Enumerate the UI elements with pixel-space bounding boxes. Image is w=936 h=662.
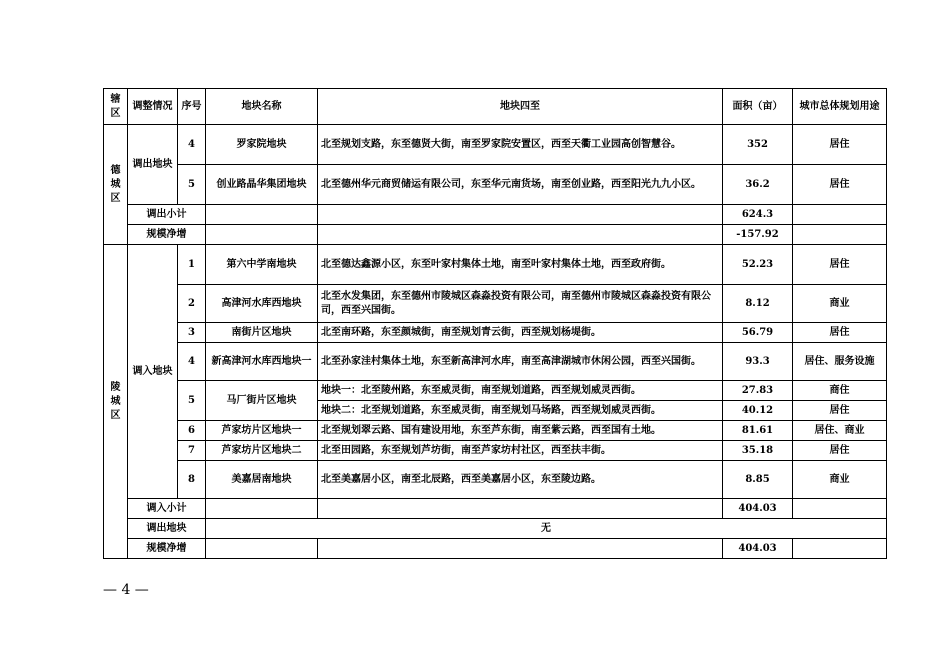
header-seq: 序号 xyxy=(178,89,206,125)
empty-cell xyxy=(318,499,723,519)
empty-cell xyxy=(318,225,723,245)
empty-cell xyxy=(318,205,723,225)
seq-cell: 4 xyxy=(178,343,206,381)
header-row xyxy=(104,89,887,125)
header-name: 地块名称 xyxy=(206,89,318,125)
out-label: 调出地块 xyxy=(128,519,206,539)
out-row xyxy=(104,519,887,539)
bounds-cell: 地块一：北至陵州路，东至威灵街，南至规划道路，西至规划威灵西街。 xyxy=(318,381,723,401)
seq-cell: 4 xyxy=(178,125,206,165)
use-cell: 居住 xyxy=(793,125,887,165)
seq-cell: 3 xyxy=(178,323,206,343)
area-cell: 35.18 xyxy=(723,441,793,461)
seq-cell: 2 xyxy=(178,285,206,323)
table-row xyxy=(104,285,887,323)
use-cell: 商业 xyxy=(793,285,887,323)
bounds-cell: 北至德州华元商贸储运有限公司，东至华元南货场，南至创业路，西至阳光九九小区。 xyxy=(318,165,723,205)
subtotal-label: 调出小计 xyxy=(128,205,206,225)
area-cell: 36.2 xyxy=(723,165,793,205)
net-row xyxy=(104,225,887,245)
in-subtotal-area: 404.03 xyxy=(723,499,793,519)
bounds-cell: 北至美嘉居小区，南至北辰路，西至美嘉居小区，东至陵边路。 xyxy=(318,461,723,499)
bounds-cell: 地块二：北至规划道路，东至威灵街，南至规划马场路，西至规划威灵西街。 xyxy=(318,401,723,421)
name-cell: 高津河水库西地块 xyxy=(206,285,318,323)
name-cell: 创业路晶华集团地块 xyxy=(206,165,318,205)
empty-cell xyxy=(206,225,318,245)
seq-cell: 7 xyxy=(178,441,206,461)
subtotal-row xyxy=(104,205,887,225)
header-district: 辖区 xyxy=(104,89,128,125)
header-use: 城市总体规划用途 xyxy=(793,89,887,125)
out-value: 无 xyxy=(206,519,887,539)
table-row xyxy=(104,381,887,401)
bounds-cell: 北至规划翠云路、国有建设用地，东至芦东街，南至紫云路，西至国有土地。 xyxy=(318,421,723,441)
area-cell: 8.12 xyxy=(723,285,793,323)
seq-cell: 8 xyxy=(178,461,206,499)
area-cell: 352 xyxy=(723,125,793,165)
use-cell: 商住 xyxy=(793,381,887,401)
adjust-decheng: 调出地块 xyxy=(128,125,178,205)
net-row xyxy=(104,539,887,559)
name-cell: 芦家坊片区地块一 xyxy=(206,421,318,441)
table-row xyxy=(104,165,887,205)
bounds-cell: 北至孙家洼村集体土地，东至新高津河水库，南至高津湖城市休闲公园，西至兴国街。 xyxy=(318,343,723,381)
use-cell: 商业 xyxy=(793,461,887,499)
name-cell: 南街片区地块 xyxy=(206,323,318,343)
net-label: 规模净增 xyxy=(128,225,206,245)
empty-cell xyxy=(793,499,887,519)
area-cell: 52.23 xyxy=(723,245,793,285)
empty-cell xyxy=(793,205,887,225)
adjust-lingcheng: 调入地块 xyxy=(128,245,178,499)
district-lingcheng: 陵城区 xyxy=(104,245,128,559)
bounds-cell: 北至水发集团，东至德州市陵城区森淼投资有限公司，南至德州市陵城区森淼投资有限公司，西至兴国街。 xyxy=(318,285,723,323)
bounds-cell: 北至南环路，东至颜城街，南至规划青云街，西至规划杨堤街。 xyxy=(318,323,723,343)
subtotal-row xyxy=(104,499,887,519)
area-cell: 27.83 xyxy=(723,381,793,401)
bounds-cell: 北至规划支路，东至德贤大街，南至罗家院安置区，西至天衢工业园高创智慧谷。 xyxy=(318,125,723,165)
net-label: 规模净增 xyxy=(128,539,206,559)
name-cell: 罗家院地块 xyxy=(206,125,318,165)
empty-cell xyxy=(793,225,887,245)
seq-cell: 6 xyxy=(178,421,206,441)
net-area: -157.92 xyxy=(723,225,793,245)
use-cell: 居住 xyxy=(793,441,887,461)
name-cell: 第六中学南地块 xyxy=(206,245,318,285)
area-cell: 8.85 xyxy=(723,461,793,499)
seq-cell: 5 xyxy=(178,165,206,205)
seq-cell: 5 xyxy=(178,381,206,421)
empty-cell xyxy=(206,205,318,225)
empty-cell xyxy=(206,539,318,559)
use-cell: 居住 xyxy=(793,401,887,421)
area-cell: 81.61 xyxy=(723,421,793,441)
name-cell: 芦家坊片区地块二 xyxy=(206,441,318,461)
table-row xyxy=(104,461,887,499)
use-cell: 居住 xyxy=(793,165,887,205)
header-bounds: 地块四至 xyxy=(318,89,723,125)
area-cell: 40.12 xyxy=(723,401,793,421)
page-number: — 4 — xyxy=(103,582,149,598)
name-cell: 新高津河水库西地块一 xyxy=(206,343,318,381)
seq-cell: 1 xyxy=(178,245,206,285)
use-cell: 居住、服务设施 xyxy=(793,343,887,381)
name-cell: 美嘉居南地块 xyxy=(206,461,318,499)
empty-cell xyxy=(206,499,318,519)
bounds-cell: 北至田园路，东至规划芦坊街，南至芦家坊村社区，西至扶丰街。 xyxy=(318,441,723,461)
use-cell: 居住 xyxy=(793,323,887,343)
name-cell: 马厂街片区地块 xyxy=(206,381,318,421)
subtotal-area: 624.3 xyxy=(723,205,793,225)
table-row xyxy=(104,441,887,461)
area-cell: 93.3 xyxy=(723,343,793,381)
table-row xyxy=(104,245,887,285)
land-adjustment-table xyxy=(103,88,887,559)
bounds-cell: 北至德达鑫源小区，东至叶家村集体土地，南至叶家村集体土地，西至政府街。 xyxy=(318,245,723,285)
table-row xyxy=(104,421,887,441)
area-cell: 56.79 xyxy=(723,323,793,343)
net-area: 404.03 xyxy=(723,539,793,559)
empty-cell xyxy=(793,539,887,559)
use-cell: 居住 xyxy=(793,245,887,285)
empty-cell xyxy=(318,539,723,559)
table-row xyxy=(104,323,887,343)
in-subtotal-label: 调入小计 xyxy=(128,499,206,519)
header-area: 面积（亩） xyxy=(723,89,793,125)
table-row xyxy=(104,343,887,381)
header-adjust: 调整情况 xyxy=(128,89,178,125)
table-row xyxy=(104,125,887,165)
use-cell: 居住、商业 xyxy=(793,421,887,441)
district-decheng: 德城区 xyxy=(104,125,128,245)
